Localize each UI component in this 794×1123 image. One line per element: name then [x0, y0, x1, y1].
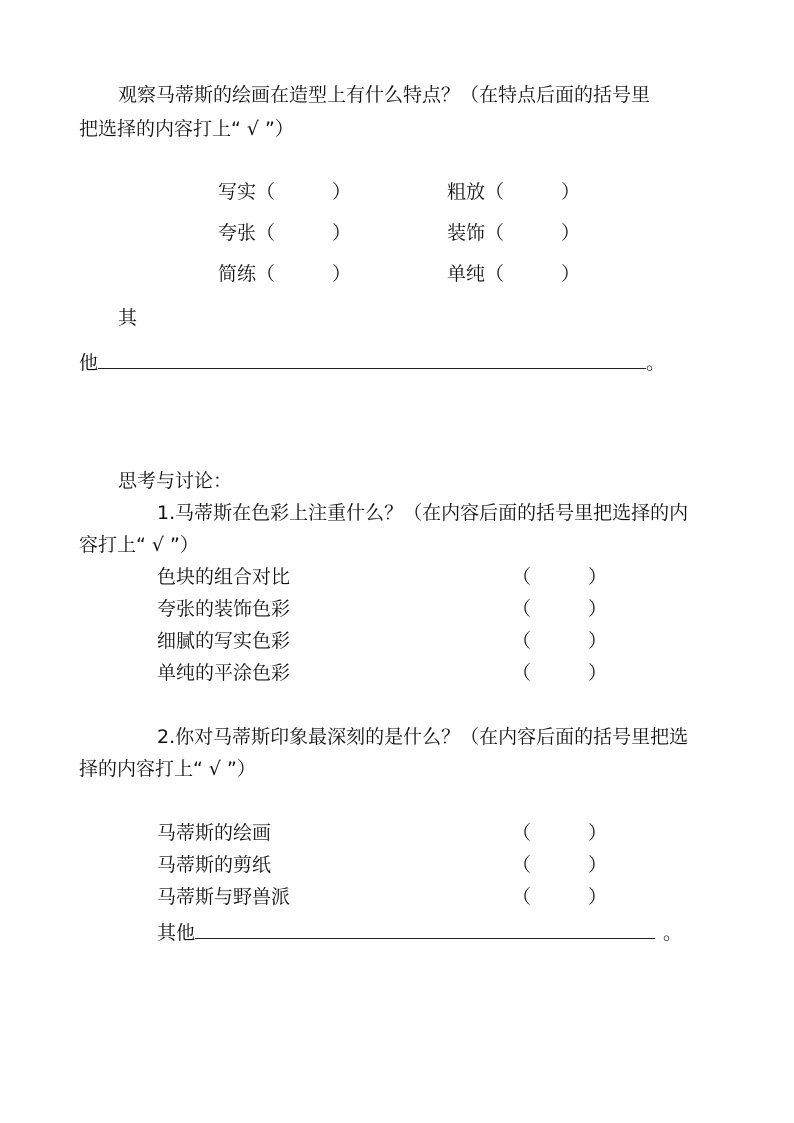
q2-other-label: 其他: [157, 922, 196, 944]
q1-bracket-3[interactable]: （ ）: [512, 630, 608, 652]
option-kuazhang: 夸张（ ）: [218, 222, 352, 244]
q2-item-3: 马蒂斯与野兽派: [157, 886, 291, 908]
q2-item-2: 马蒂斯的剪纸: [157, 854, 272, 876]
q2-bracket-3[interactable]: （ ）: [512, 886, 608, 908]
q1-line1: 1.马蒂斯在色彩上注重什么？（在内容后面的括号里把选择的内: [157, 502, 689, 524]
other-label-part1: 其: [118, 307, 138, 329]
q1-item-1: 色块的组合对比: [157, 566, 291, 588]
q1-item-2: 夸张的装饰色彩: [157, 598, 291, 620]
q2-bracket-2[interactable]: （ ）: [512, 854, 608, 876]
q2-bracket-1[interactable]: （ ）: [512, 822, 608, 844]
q1-item-4: 单纯的平涂色彩: [157, 662, 291, 684]
q2-other-line[interactable]: [157, 920, 682, 943]
option-zhuangshi: 装饰（ ）: [447, 222, 581, 244]
section1-question-line2: 把选择的内容打上“ √ ”）: [79, 118, 294, 140]
q1-bracket-4[interactable]: （ ）: [512, 662, 608, 684]
other-answer-line[interactable]: [79, 350, 665, 373]
q2-other-period: 。: [663, 922, 683, 944]
option-danchun: 单纯（ ）: [447, 263, 581, 285]
q2-item-1: 马蒂斯的绘画: [157, 822, 272, 844]
q1-item-3: 细腻的写实色彩: [157, 630, 291, 652]
option-xieshi: 写实（ ）: [218, 181, 352, 203]
q1-bracket-2[interactable]: （ ）: [512, 598, 608, 620]
q1-bracket-1[interactable]: （ ）: [512, 566, 608, 588]
other-period: 。: [646, 352, 666, 374]
q2-line2: 择的内容打上“ √ ”）: [79, 758, 256, 780]
option-cufang: 粗放（ ）: [447, 181, 581, 203]
q2-other-underline[interactable]: [195, 920, 655, 939]
q2-line1: 2.你对马蒂斯印象最深刻的是什么？（在内容后面的括号里把选: [157, 726, 689, 748]
other-underline[interactable]: [98, 350, 646, 369]
option-jianlian: 简练（ ）: [218, 263, 352, 285]
section1-question-line1: 观察马蒂斯的绘画在造型上有什么特点？（在特点后面的括号里: [118, 84, 651, 106]
other-label-part2: 他: [79, 352, 99, 374]
q1-line2: 容打上“ √ ”）: [79, 534, 199, 556]
discussion-heading: 思考与讨论：: [118, 470, 233, 492]
